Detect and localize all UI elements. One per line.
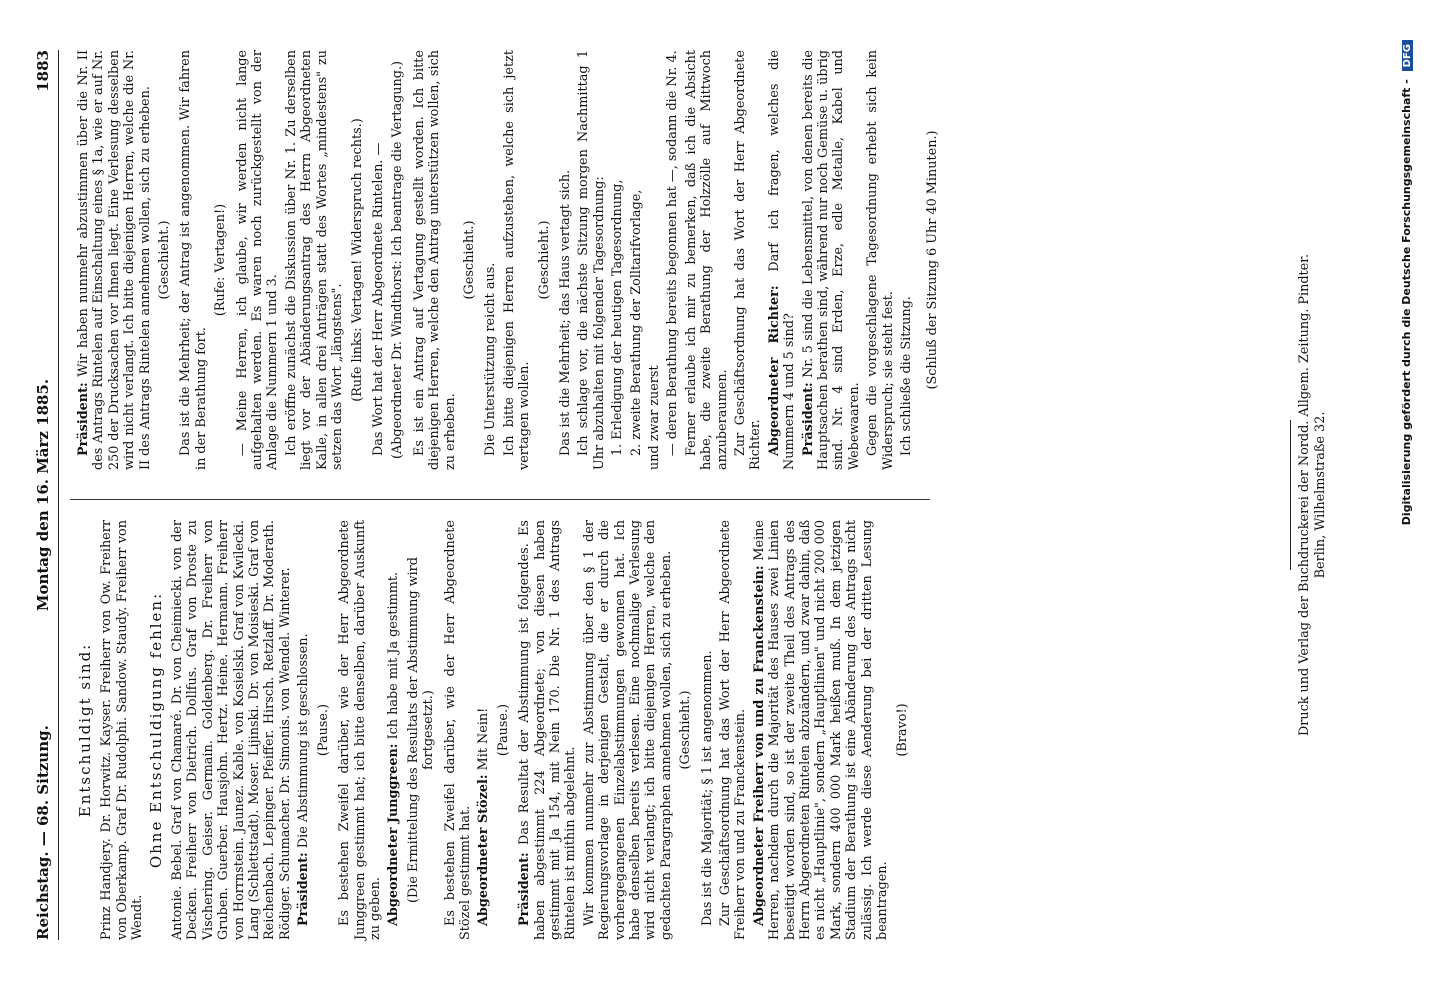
paragraph-text: Wir kommen nunmehr zur Abstimmung über den § 1 der Regierungsvorlage in derjenigen Gestalt, die er durch die vorhergegangenen Einzelabstimmungen gewonnen hat. Ich habe denselben bereits verlesen. Eine nochmalige Verlesung wird nicht verlangt; ich bitte diejenigen Herren, welche den gedachten Paragraphen annehmen wollen, sich zu erheben. [581,520,674,940]
header-left: Reichstag. — 68. Sitzung. [34,725,52,940]
speaker-name: Abgeordneter Stözel: [476,774,492,926]
paragraph [700,520,715,940]
paragraph [78,520,93,940]
paragraph-text: (Rufe: Vertagen!) [213,203,229,317]
paragraph [537,50,552,470]
paragraph [718,520,749,940]
paragraph [76,50,153,470]
paragraph-text: (Pause.) [315,703,331,757]
paragraph [390,50,405,470]
paragraph-text: (Schluß der Sitzung 6 Uhr 40 Minuten.) [924,130,940,390]
paragraph-text: Das ist die Mehrheit; der Antrag ist angenommen. Wir fahren in der Berathung fort. [178,50,209,470]
paragraph-text: 1. Erledigung der heutigen Tagesordnung, [610,179,626,456]
paragraph [170,520,293,940]
paragraph [558,50,573,470]
speaker-name: Präsident: [76,382,91,456]
paragraph [610,50,625,470]
paragraph-text: Darf ich fragen, welches die Nummern 4 und 5 sind? [766,49,798,470]
paragraph [925,50,940,470]
paragraph [752,520,891,940]
paragraph [350,50,365,470]
page-number: 1883 [34,50,52,92]
paragraph-text: Es bestehen Zweifel darüber, wie der Herr Abgeordnete Stözel gestimmt hat. [442,520,473,940]
speaker-name: Präsident: [800,382,816,456]
speaker-name: Abgeordneter Junggreen: [386,743,402,926]
imprint-rule [1290,420,1291,570]
paragraph [337,520,383,940]
dfg-logo: DFG [1402,40,1413,71]
paragraph-text: Das Wort hat der Herr Abgeordnete Rintelen. — [370,142,386,456]
paragraph [801,50,863,470]
paragraph-text: Ich schlage vor, die nächste Sitzung morgen Nachmittag 1 Uhr abzuhalten mit folgender Tagesordnung: [576,50,607,470]
paragraph [517,520,579,940]
paragraph [284,50,346,470]
paragraph-text: Zur Geschäftsordnung hat das Wort der Herr Abgeordnete Freiherr von und zu Franckenstein. [718,520,749,940]
header-rule [58,50,59,940]
paragraph [462,50,477,470]
paragraph [582,520,674,940]
paragraph-text: Zur Geschäftsordnung hat das Wort der Herr Abgeordnete Richter. [733,50,764,470]
paragraph-text: Gegen die vorgeschlagene Tagesordnung erhebt sich kein Widerspruch; sie steht fest. [865,50,896,470]
imprint [1290,50,1329,940]
paragraph [406,520,437,940]
paragraph-text: Es bestehen Zweifel darüber, wie der Herr Abgeordnete Junggreen gestimmt hat; ich bitte denselben, darüber Auskunft zu geben. [337,520,383,940]
page-header [34,50,54,940]
paragraph-text: (Die Ermittelung des Resultats der Abstimmung wird fortgesetzt.) [405,557,437,903]
paragraph [386,520,401,940]
paragraph-text: (Rufe links: Vertagen! Widerspruch rechts.) [349,118,365,402]
paragraph-text: (Pause.) [495,703,511,757]
paragraph-text: (Abgeordneter Dr. Windthorst: Ich beantrage die Vertagung.) [390,60,406,460]
paragraph-text: (Geschieht.) [536,220,552,300]
paragraph-text: Ich habe mit Ja gestimmt. [386,571,402,740]
paragraph-text: Antonie. Bebel. Graf von Chamaré. Dr. von Cheimiecki. von der Decken. Freiherr von Dietrich. Dollfus. Graf von Droste zu Vischering. Geiser. Germain. Goldenberg. Dr. Freiherr von Gruben. Guerber. Hausjohn. Hertz. Heine. Hermann. Freiherr von Horrnstein. Jaunez. Kable. von Kosielski. Graf von Kwilecki. Lang (Schlettstadt). Moser. Lijinski. Dr. von Moisieski. Graf von Reichenbach. Lepinger. Pfeiffer. Hirsch. Retzlaff. Dr. Moderath. Rödiger. Schumacher. Dr. Simonis. von Wendel. Winterer. [170,520,293,940]
paragraph-text: Meine Herren, nachdem durch die Majorität des Hauses zwei Linien beseitigt worden sind, so ist der zweite Theil des Antrags des Herrn Abgeordneten Rintelen abzuändern, und zwar dahin, daß es nicht „Hauptlinie", sondern „Hauptlinien" und nicht 200 000 Mark, sondern 400 000 Mark heißen muß. In dem jetzigen Stadium der Berathung ist eine Abänderung des Antrags nicht zulässig. Ich werde diese Aenderung bei der dritten Lesung beantragen. [751,520,891,940]
paragraph-text: Die Unterstützung reicht aus. [483,262,499,456]
paragraph-text: Die Abstimmung ist geschlossen. [296,633,312,849]
speaker-name: Abgeordneter Richter: [766,285,782,456]
left-column [76,520,916,940]
column-divider [70,499,930,500]
paragraph-text: — Meine Herren, ich glaube, wir werden nicht lange aufgehalten werden. Es waren noch zurückgestellt von der Anlage die Nummern 1 und 3. [234,50,281,470]
paragraph [483,50,498,470]
paragraph [865,50,896,470]
paragraph-text: Ich schließe die Sitzung. [899,296,915,456]
paragraph [899,50,914,470]
paragraph-text: Es ist ein Antrag auf Vertagung gestellt worden. Ich bitte diejenigen Herren, welche den Antrag unterstützen wollen, sich zu erheben. [411,50,458,470]
paragraph-text: Ohne Entschuldigung fehlen: [146,591,165,869]
paragraph-text: Das ist die Mehrheit; das Haus vertagt sich. [557,169,573,456]
paragraph [371,50,386,470]
paragraph-text: Wir haben nunmehr abzustimmen über die Nr. II des Antrags Rintelen auf Einschaltung eines § 1a, wie er auf Nr. 250 der Drucksachen vor Ihnen liegt. Eine Verlesung desselben wird nicht verlangt. Ich bitte diejenigen Herren, welche die Nr. II des Antrags Rintelen annehmen wollen, sich zu erheben. [76,50,153,470]
speaker-name: Präsident: [296,852,312,926]
paragraph [496,520,511,940]
right-column [76,50,943,470]
paragraph-text: (Bravo!) [894,703,910,757]
paragraph [296,520,311,940]
paragraph [99,520,145,940]
paragraph [647,50,662,470]
paragraph [895,520,910,940]
paragraph-text: (Geschieht.) [678,690,694,770]
speaker-name: Abgeordneter Freiherr von und zu Franckenstein: [751,565,767,926]
paragraph-text: Das Resultat der Abstimmung ist folgendes. Es haben abgestimmt 224 Abgeordnete; von diesen haben gestimmt mit Ja 154, mit Nein 170. Die Nr. 1 des Antrags Rintelen ist mithin abgelehnt. [517,520,579,940]
paragraph [684,50,730,470]
paragraph [157,50,172,470]
speaker-name: Präsident: [517,852,533,926]
paragraph-text: (Geschieht.) [157,220,173,300]
digitization-text: Digitalisierung gefördert durch die Deutsche Forschungsgemeinschaft - [1400,79,1413,526]
paragraph [316,520,331,940]
paragraph-text: — deren Berathung bereits begonnen hat —, sodann die Nr. 4. [665,50,681,456]
paragraph [502,50,533,470]
paragraph-text: Das ist die Majorität; § 1 ist angenommen. [699,650,715,926]
paragraph [178,50,209,470]
paragraph [678,520,693,940]
paragraph-text: Ich bitte diejenigen Herren aufzustehen, welche sich jetzt vertagen wollen. [501,50,533,470]
paragraph-text: 2. zweite Berathung der Zolltarifvorlage, [628,189,644,456]
paragraph [412,50,458,470]
paragraph-text: Ferner erlaube ich mir zu bemerken, daß ich die Absicht habe, die zweite Berathung der Holzzölle auf Mittwoch anzuberaumen. [683,50,730,470]
paragraph [443,520,474,940]
paragraph-text: Prinz Handjery. Dr. Horwitz. Kayser. Freiherr von Ow. Freiherr von Oberkamp. Graf Dr. Rudolphi. Sandow. Staudy. Freiherr von Wendt. [99,520,146,940]
digitization-note [1400,40,1413,940]
paragraph-text: (Geschieht.) [461,220,477,300]
paragraph [235,50,281,470]
paragraph [213,50,228,470]
paragraph [767,50,798,470]
paragraph-text: Nr. 5 sind die Lebensmittel, von denen bereits die Hauptsachen berathen sind, während nur noch Gemüse u. übrig sind. Nr. 4 sind Erden, Erze, edle Metalle, Kabel und Webewaaren. [800,50,862,470]
paragraph [733,50,764,470]
header-date: Montag den 16. März 1885. [34,378,52,612]
imprint-line-1: Druck und Verlag der Buchdruckerei der Nordd. Allgem. Zeitung. Pindter. [1297,253,1312,737]
paragraph [576,50,607,470]
imprint-line-2: Berlin, Wilhelmstraße 32. [1313,411,1328,579]
paragraph-text: und zwar zuerst [647,365,662,470]
paragraph-text: Mit Nein! [476,707,492,771]
paragraph [146,520,165,940]
paragraph [629,50,644,470]
paragraph [665,50,680,470]
paragraph-text: Entschuldigt sind: [76,642,94,818]
paragraph-text: Ich eröffne zunächst die Diskussion über Nr. 1. Zu derselben liegt vor der Abänderungsantrag des Herrn Abgeordneten Kalle, in allen drei Anträgen statt des Wortes „mindestens" zu setzen das Wort „längstens". [283,50,346,470]
paragraph [476,520,491,940]
